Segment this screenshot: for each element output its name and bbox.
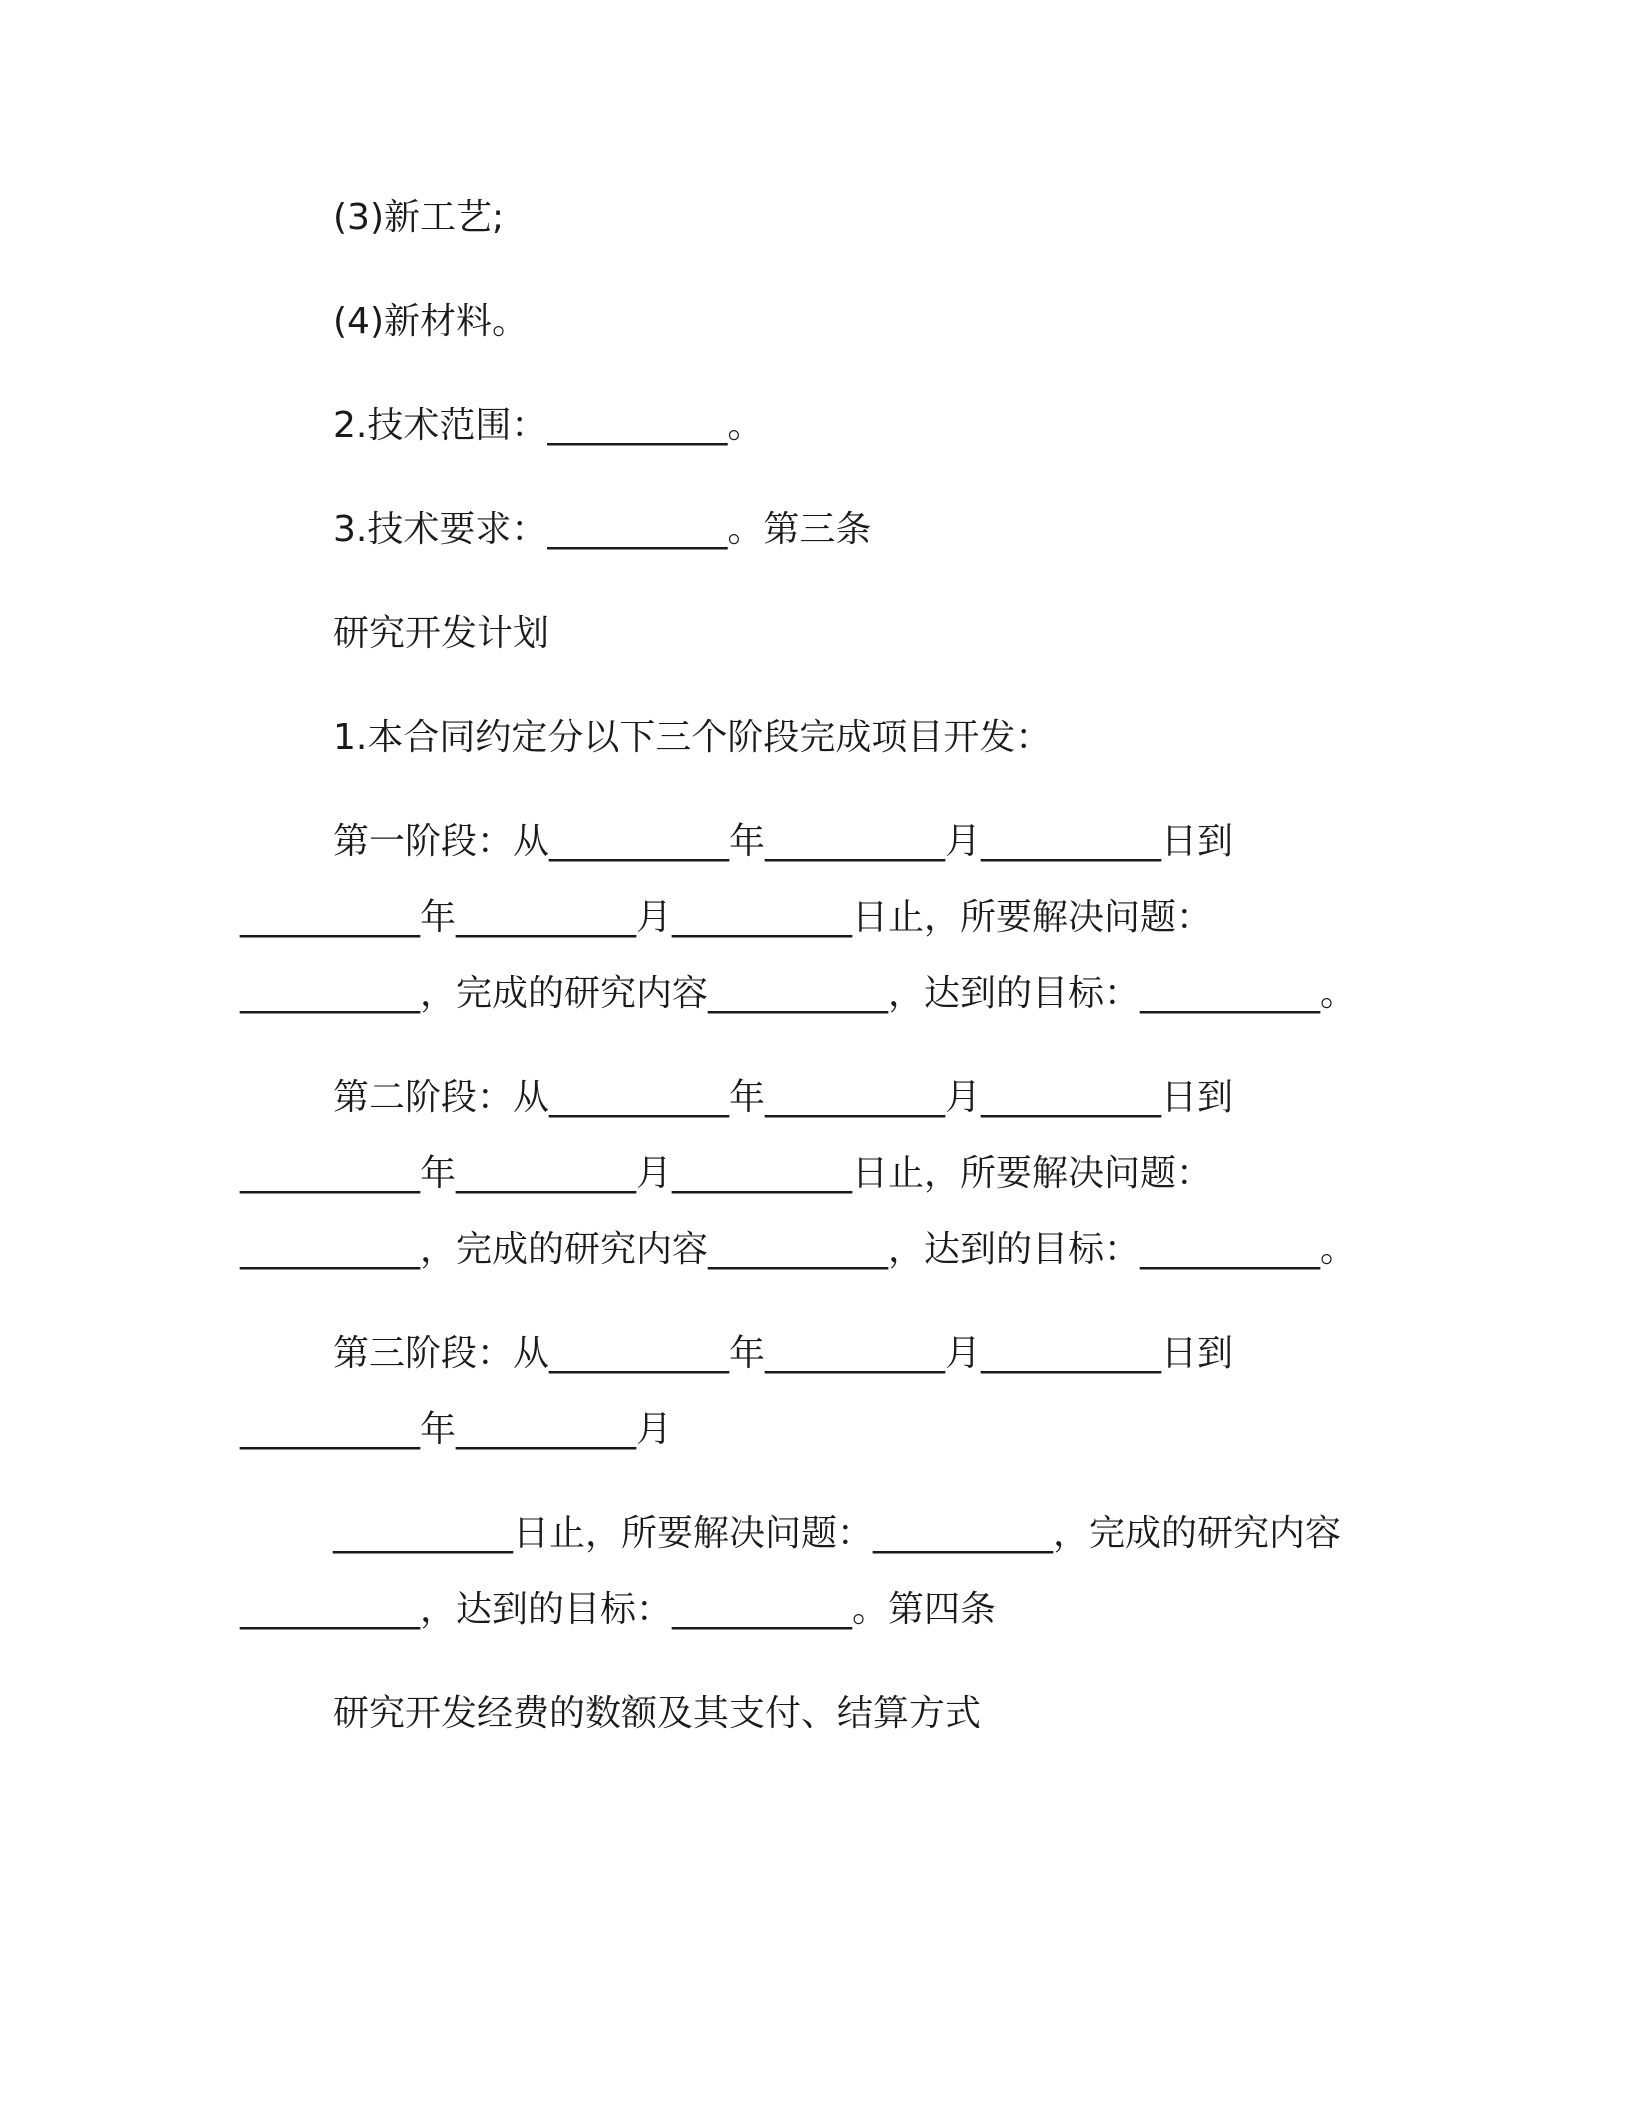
item-new-process: (3)新工艺; — [333, 197, 505, 238]
phase-3-line-1: 第三阶段：从__________年__________月__________日到 — [333, 1333, 1234, 1374]
technical-scope: 2.技术范围：__________。 — [333, 405, 764, 446]
phase-1-line-2: __________年__________月__________日止，所要解决问题： — [240, 897, 1213, 938]
item-new-material: (4)新材料。 — [333, 301, 528, 342]
section-heading-funding: 研究开发经费的数额及其支付、结算方式 — [333, 1693, 982, 1734]
phase-1-line-1: 第一阶段：从__________年__________月__________日到 — [333, 821, 1234, 862]
phase-3-line-3: __________日止，所要解决问题：__________，完成的研究内容 — [333, 1513, 1342, 1554]
phase-3-line-2: __________年__________月 — [240, 1409, 672, 1450]
section-heading-rd-plan: 研究开发计划 — [333, 613, 550, 654]
phase-2-line-3: __________，完成的研究内容__________，达到的目标：__________。 — [240, 1229, 1357, 1270]
technical-requirements: 3.技术要求：__________。第三条 — [333, 509, 872, 550]
phase-3-line-4: __________，达到的目标：__________。第四条 — [240, 1589, 997, 1630]
phase-2-line-2: __________年__________月__________日止，所要解决问题： — [240, 1153, 1213, 1194]
phases-intro: 1.本合同约定分以下三个阶段完成项目开发： — [333, 717, 1052, 758]
phase-1-line-3: __________，完成的研究内容__________，达到的目标：__________。 — [240, 973, 1357, 1014]
phase-2-line-1: 第二阶段：从__________年__________月__________日到 — [333, 1077, 1234, 1118]
